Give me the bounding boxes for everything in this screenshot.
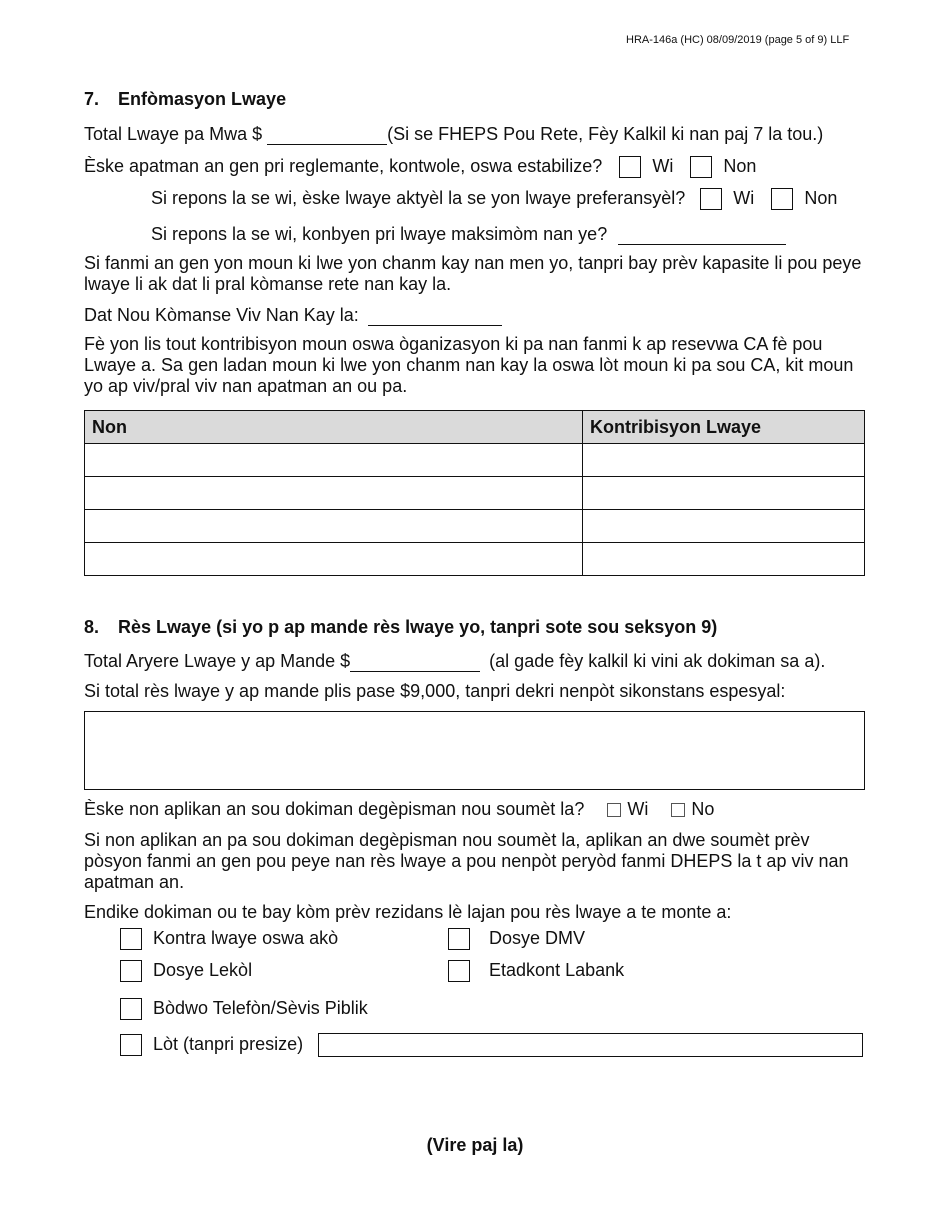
proof-dmv-checkbox[interactable]	[448, 928, 470, 950]
cell-contribution[interactable]	[583, 477, 865, 510]
max-rent-field[interactable]	[618, 226, 786, 245]
regulated-yes-label: Wi	[652, 156, 674, 176]
special-circumstances-box[interactable]	[84, 711, 865, 790]
col-header-name: Non	[85, 411, 583, 444]
table-row	[85, 477, 865, 510]
eviction-yes-label: Wi	[627, 799, 649, 819]
eviction-yes-checkbox[interactable]	[607, 803, 621, 817]
regulated-yes-checkbox[interactable]	[619, 156, 641, 178]
section-7-title: Enfòmasyon Lwaye	[118, 89, 287, 109]
eviction-paragraph: Si non aplikan an pa sou dokiman degèpisman nou soumèt la, aplikan an dwe soumèt prèv pòsyon fanmi an gen pou peye nan rès lwaye a pou nenpòt peryòd fanmi DHEPS la t ap viv nan apatman an.	[84, 830, 849, 892]
proof-label: Endike dokiman ou te bay kòm prèv rezidans lè lajan pou rès lwaye a te monte a:	[84, 902, 732, 922]
cell-contribution[interactable]	[583, 543, 865, 576]
eviction-row	[84, 799, 714, 820]
col-header-contribution: Kontribisyon Lwaye	[583, 411, 865, 444]
total-rent-label: Total Lwaye pa Mwa $	[84, 124, 263, 144]
preferential-no-checkbox[interactable]	[771, 188, 793, 210]
preferential-no-label: Non	[804, 188, 838, 208]
arrears-note: (al gade fèy kalkil ki vini ak dokiman sa a).	[489, 651, 826, 671]
preferential-yes-checkbox[interactable]	[700, 188, 722, 210]
start-date-field[interactable]	[368, 307, 502, 326]
section-7-heading	[84, 89, 286, 110]
table-row	[85, 510, 865, 543]
preferential-row	[151, 188, 837, 210]
contributions-table	[84, 410, 865, 576]
proof-other-field[interactable]	[318, 1033, 863, 1057]
preferential-yes-label: Wi	[733, 188, 755, 208]
cell-contribution[interactable]	[583, 510, 865, 543]
proof-option-lease	[120, 928, 338, 950]
contributions-paragraph: Fè yon lis tout kontribisyon moun oswa òganizasyon ki pa nan fanmi k ap resevwa CA fè pou Lwaye a. Sa gen ladan moun ki lwe yon chanm nan kay la oswa lòt moun ki pa sou CA, kit moun yo ap viv/pral viv nan apatman an ou pa.	[84, 334, 854, 396]
cell-name[interactable]	[85, 477, 583, 510]
proof-option-other	[120, 1034, 303, 1056]
table-header-row	[85, 411, 865, 444]
max-rent-row	[151, 224, 786, 245]
arrears-row	[84, 651, 825, 672]
proof-option-utility	[120, 998, 368, 1020]
cell-contribution[interactable]	[583, 444, 865, 477]
max-rent-question: Si repons la se wi, konbyen pri lwaye maksimòm nan ye?	[151, 224, 608, 244]
proof-school-label: Dosye Lekòl	[153, 960, 253, 980]
total-rent-note: (Si se FHEPS Pou Rete, Fèy Kalkil ki nan paj 7 la tou.)	[387, 124, 824, 144]
proof-dmv-label: Dosye DMV	[489, 928, 586, 948]
regulated-question: Èske apatman an gen pri reglemante, kontwole, oswa estabilize?	[84, 156, 603, 176]
start-date-label: Dat Nou Kòmanse Viv Nan Kay la:	[84, 305, 359, 325]
proof-lease-checkbox[interactable]	[120, 928, 142, 950]
total-rent-row	[84, 124, 823, 145]
proof-other-label: Lòt (tanpri presize)	[153, 1034, 304, 1054]
section-7-number: 7.	[84, 89, 100, 109]
regulated-no-label: Non	[723, 156, 757, 176]
proof-bank-label: Etadkont Labank	[489, 960, 625, 980]
regulated-no-checkbox[interactable]	[690, 156, 712, 178]
form-id: HRA-146a (HC) 08/09/2019 (page 5 of 9) LLF	[626, 34, 850, 46]
proof-other-checkbox[interactable]	[120, 1034, 142, 1056]
proof-option-school	[120, 960, 252, 982]
room-rent-paragraph: Si fanmi an gen yon moun ki lwe yon chanm kay nan men yo, tanpri bay prèv kapasite li pou peye lwaye li ak dat li pral kòmanse rete nan kay la.	[84, 253, 862, 294]
section-8-number: 8.	[84, 617, 100, 637]
regulated-row	[84, 156, 756, 178]
arrears-label: Total Aryere Lwaye y ap Mande $	[84, 651, 351, 671]
arrears-field[interactable]	[350, 653, 480, 672]
table-row	[85, 543, 865, 576]
proof-utility-label: Bòdwo Telefòn/Sèvis Piblik	[153, 998, 368, 1018]
eviction-no-checkbox[interactable]	[671, 803, 685, 817]
eviction-no-label: No	[691, 799, 715, 819]
proof-utility-checkbox[interactable]	[120, 998, 142, 1020]
over-9000-label: Si total rès lwaye y ap mande plis pase $9,000, tanpri dekri nenpòt sikonstans espesyal:	[84, 681, 786, 701]
proof-option-dmv	[448, 928, 585, 950]
total-rent-field[interactable]	[267, 126, 387, 145]
turn-page-note: (Vire paj la)	[426, 1135, 524, 1155]
eviction-question: Èske non aplikan an sou dokiman degèpisman nou soumèt la?	[84, 799, 585, 819]
start-date-row	[84, 305, 502, 326]
cell-name[interactable]	[85, 543, 583, 576]
cell-name[interactable]	[85, 510, 583, 543]
cell-name[interactable]	[85, 444, 583, 477]
proof-bank-checkbox[interactable]	[448, 960, 470, 982]
table-row	[85, 444, 865, 477]
preferential-question: Si repons la se wi, èske lwaye aktyèl la se yon lwaye preferansyèl?	[151, 188, 686, 208]
section-8-heading	[84, 617, 717, 638]
section-8-title: Rès Lwaye (si yo p ap mande rès lwaye yo, tanpri sote sou seksyon 9)	[118, 617, 718, 637]
proof-option-bank	[448, 960, 624, 982]
proof-school-checkbox[interactable]	[120, 960, 142, 982]
proof-lease-label: Kontra lwaye oswa akò	[153, 928, 339, 948]
